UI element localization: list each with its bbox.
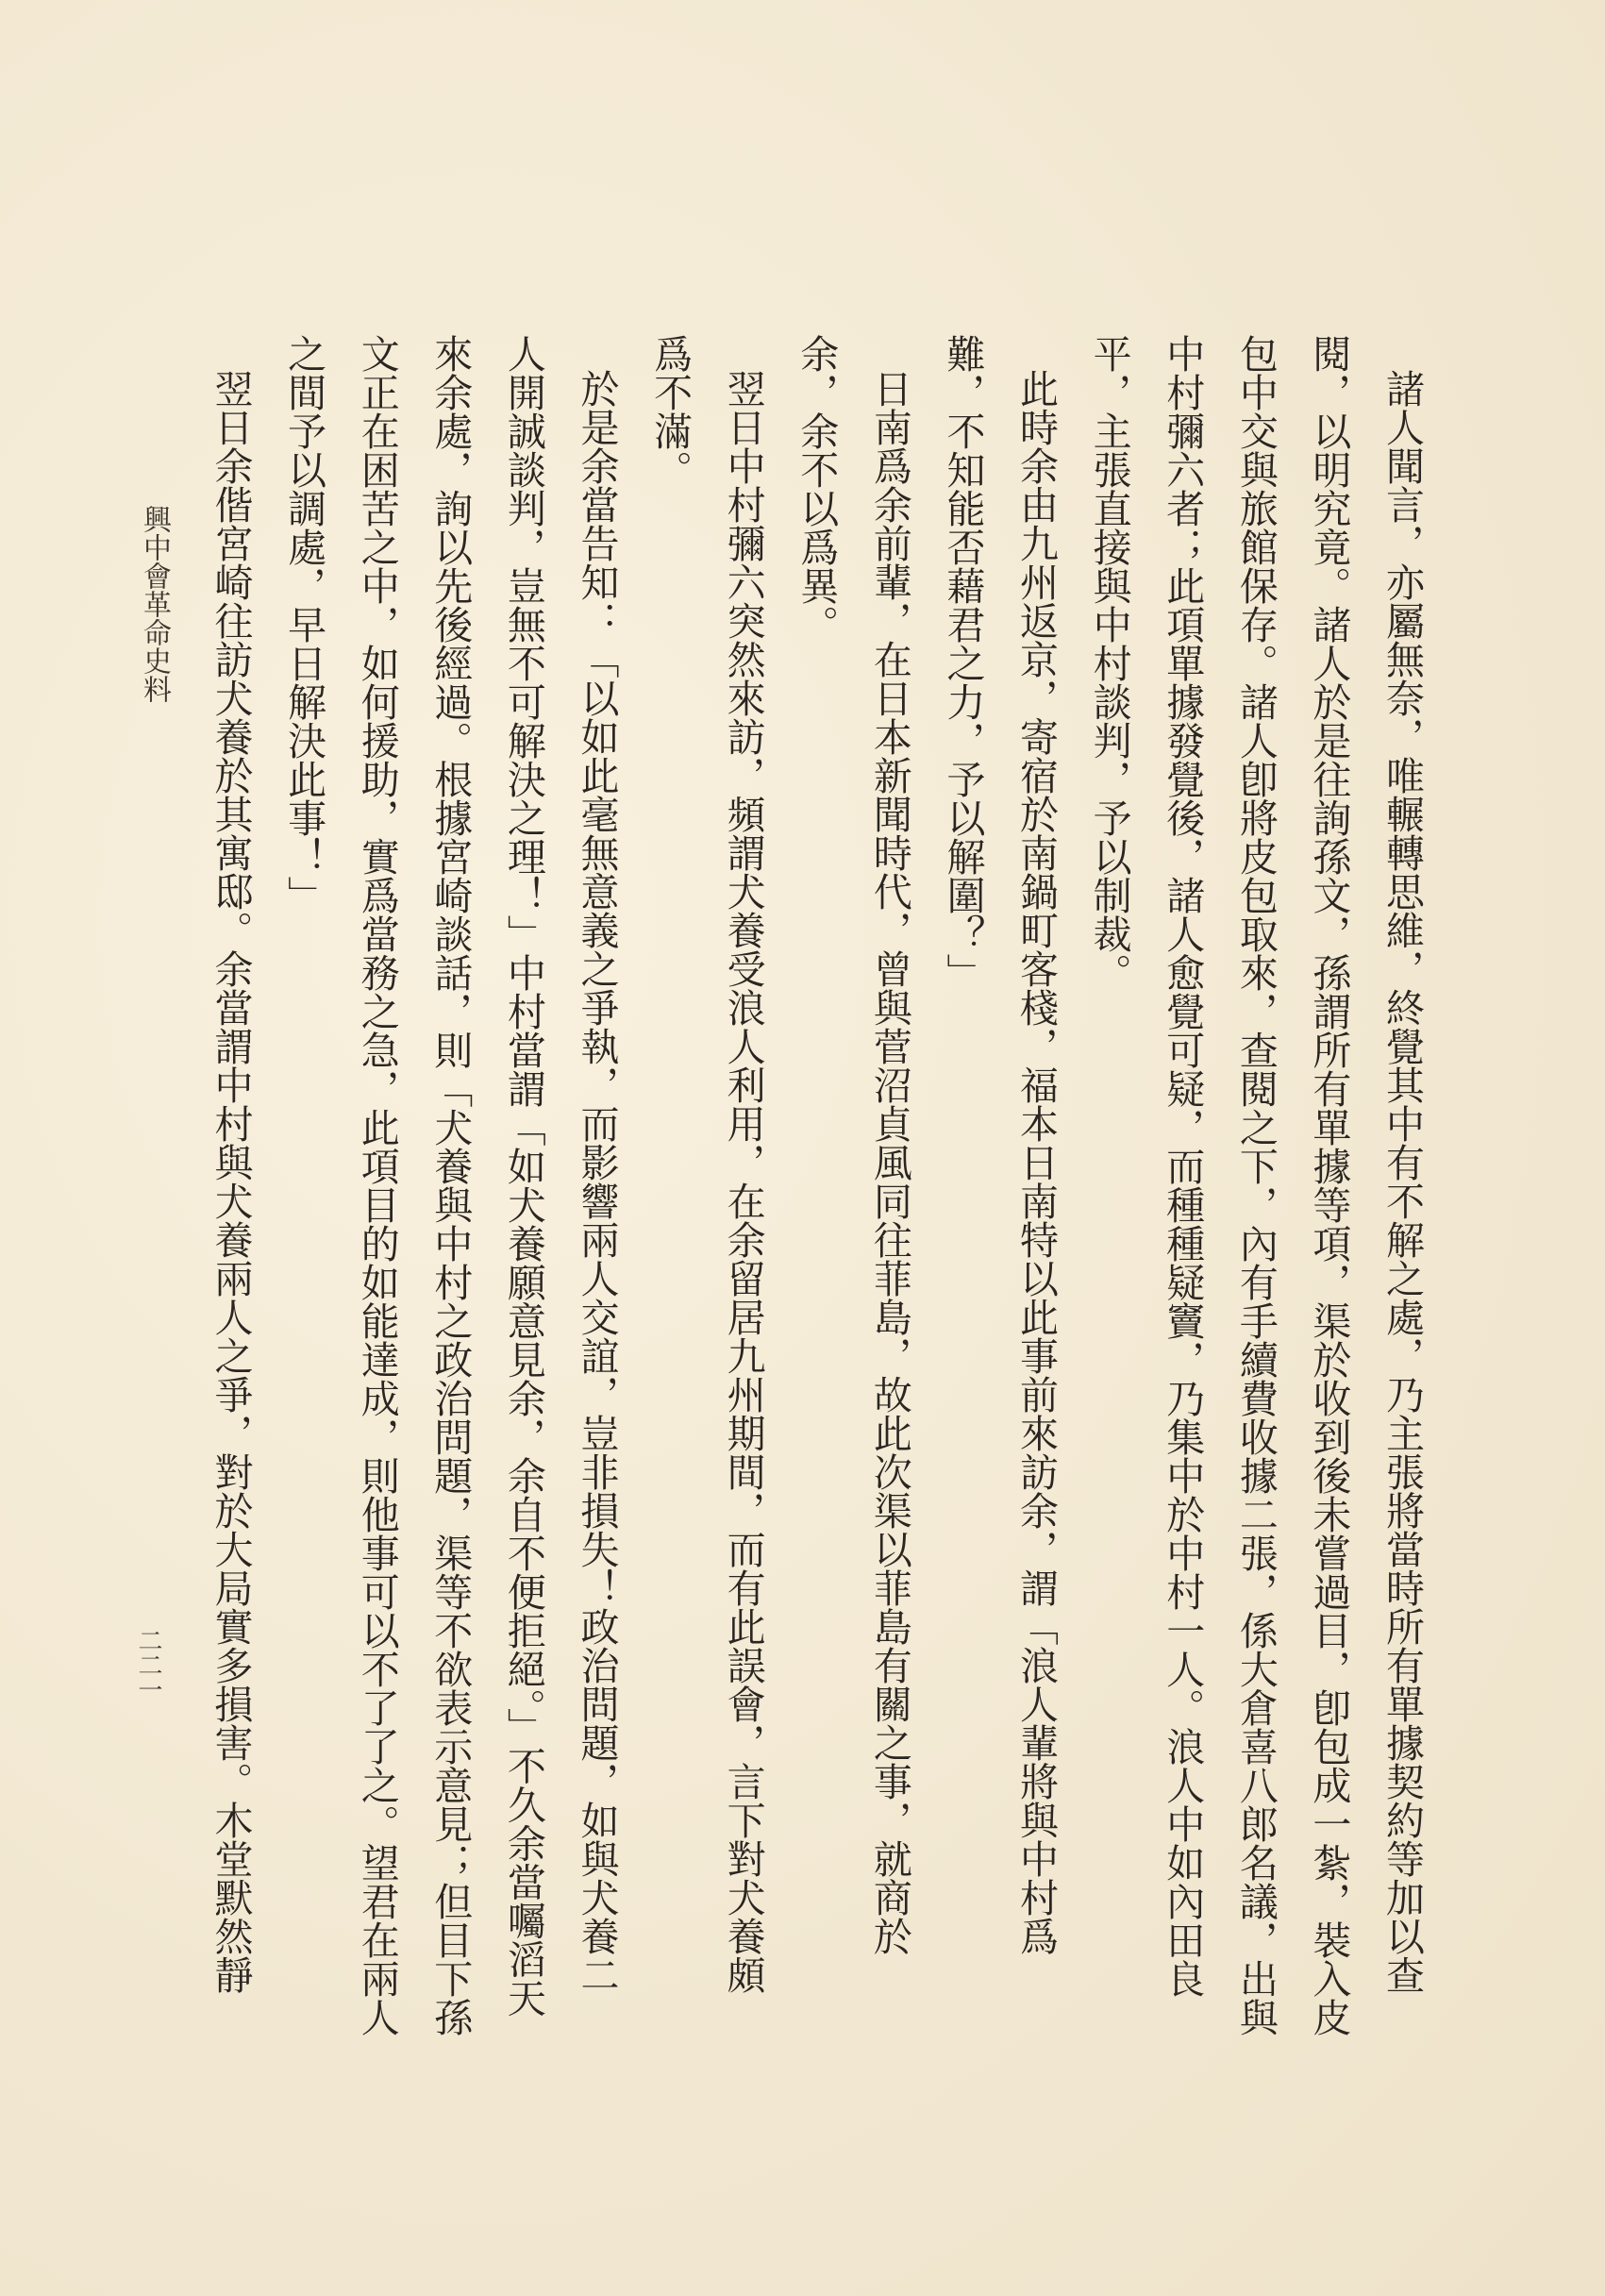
text-column: 人開誠談判，豈無不可解決之理！」中村當謂「如犬養願意見余，余自不便拒絕。」不久余當囑滔天 — [500, 334, 546, 2018]
text-column: 來余處，詢以先後經過。根據宮崎談話，則「犬養與中村之政治問題，渠等不欲表示意見；但目下孫 — [427, 334, 474, 2036]
text-column: 文正在困苦之中，如何援助，實爲當務之急，此項目的如能達成，則他事可以不了了之。望君在兩人 — [354, 334, 400, 2036]
text-column: 難，不知能否藉君之力，予以解圍？」 — [940, 334, 986, 992]
text-column: 包中交與旅館保存。諸人卽將皮包取來，查閱之下，內有手續費收據二張，係大倉喜八郎名議，出與 — [1232, 334, 1279, 2036]
text-column: 於是余當告知：「以如此毫無意義之爭執，而影響兩人交誼，豈非損失！政治問題，如與犬養二 — [574, 368, 620, 1994]
running-header-book-title: 興中會革命史料 — [138, 505, 171, 703]
text-column: 中村彌六者；此項單據發覺後，諸人愈覺可疑，而種種疑竇，乃集中於中村一人。浪人中如內田良 — [1160, 334, 1206, 1998]
text-column: 此時余由九州返京，寄宿於南鍋町客棧，福本日南特以此事前來訪余，謂「浪人輩將與中村爲 — [1013, 368, 1060, 1955]
text-column: 諸人聞言，亦屬無奈，唯輾轉思維，終覺其中有不解之處，乃主張將當時所有單據契約等加以查 — [1379, 368, 1425, 1994]
text-column: 閱，以明究竟。諸人於是往詢孫文，孫謂所有單據等項，渠於收到後未嘗過目，卽包成一紮，裝入皮 — [1306, 334, 1352, 2036]
body-text — [192, 334, 1438, 2070]
text-column: 翌日中村彌六突然來訪，頻謂犬養受浪人利用，在余留居九州期間，而有此誤會，言下對犬養頗 — [720, 368, 766, 1994]
text-column: 之間予以調處，早日解決此事！」 — [281, 334, 327, 914]
text-column: 余，余不以爲異。 — [794, 334, 840, 644]
page-number: 二二一 — [134, 1628, 162, 1701]
text-column: 爲不滿。 — [647, 334, 694, 489]
text-column: 翌日余偕宮崎往訪犬養於其寓邸。余當謂中村與犬養兩人之爭，對於大局實多損害。木堂默然靜 — [208, 368, 254, 1994]
text-column: 日南爲余前輩，在日本新聞時代，曾與菅沼貞風同往菲島，故此次渠以菲島有關之事，就商於 — [866, 368, 912, 1955]
text-column: 平，主張直接與中村談判，予以制裁。 — [1086, 334, 1132, 992]
